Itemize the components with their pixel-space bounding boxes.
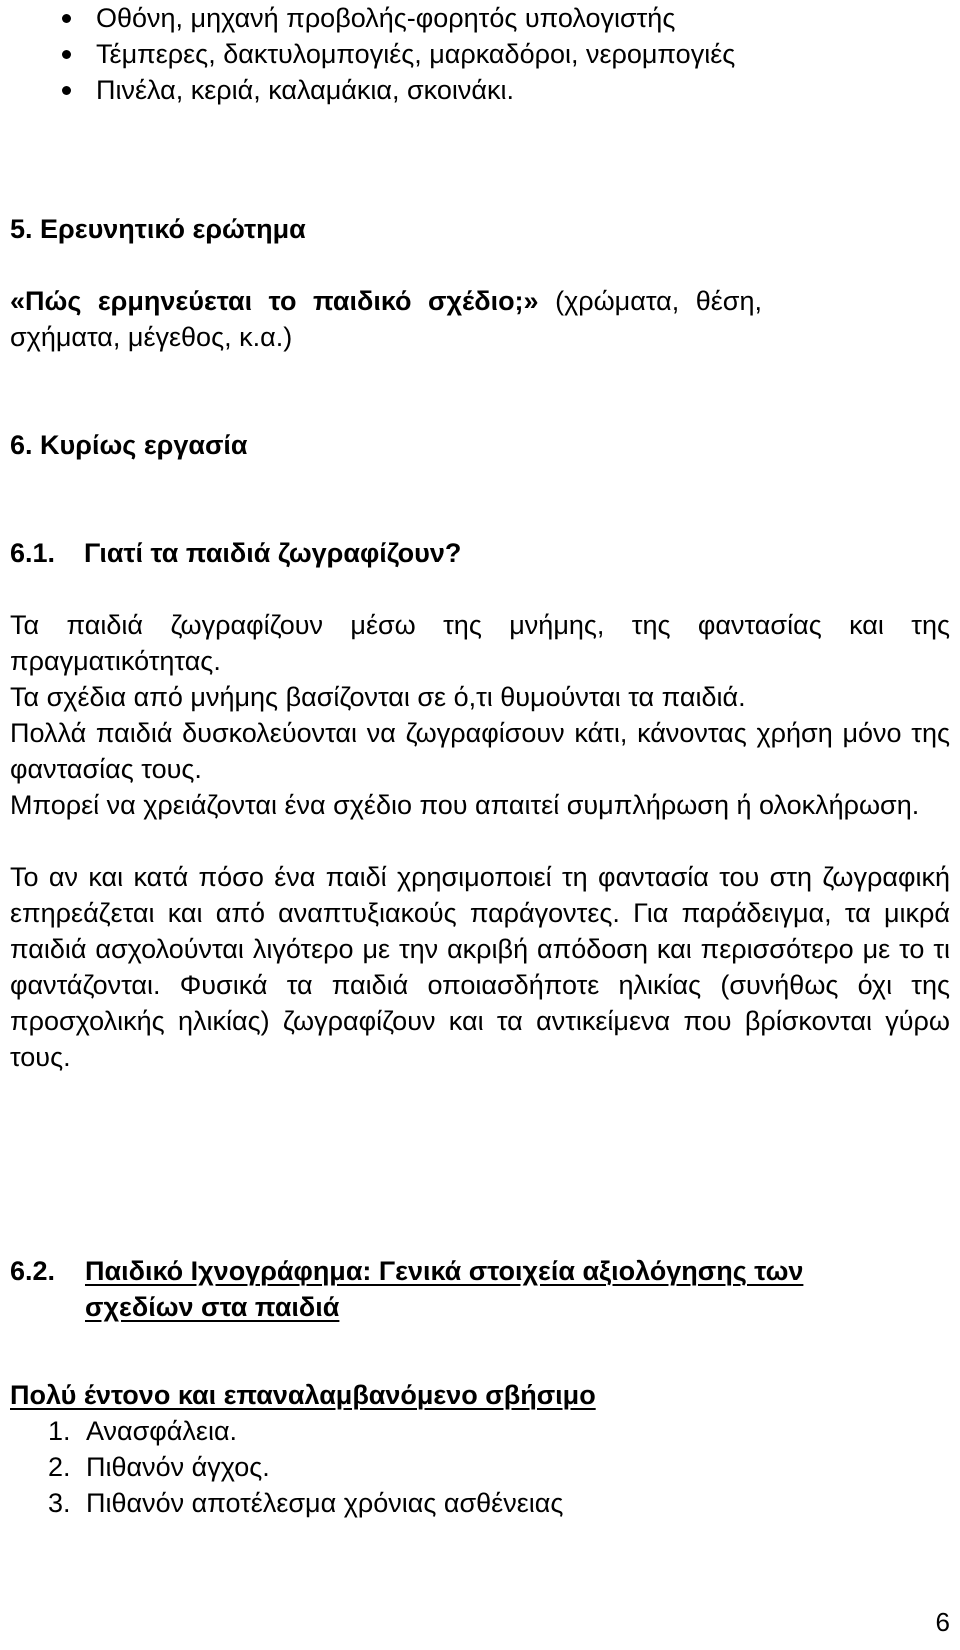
heading-title: Γιατί τα παιδιά ζωγραφίζουν? — [84, 538, 462, 568]
paragraph: Τα παιδιά ζωγραφίζουν μέσω της μνήμης, της φαντασίας και της πραγματικότητας. — [10, 610, 950, 676]
research-question-line2: σχήματα, μέγεθος, κ.α.) — [10, 322, 293, 352]
paragraph: Μπορεί να χρειάζονται ένα σχέδιο που απαιτεί συμπλήρωση ή ολοκλήρωση. — [10, 790, 920, 820]
list-item-text: Πιθανόν αποτέλεσμα χρόνιας ασθένειας — [86, 1488, 564, 1518]
paragraph: Το αν και κατά πόσο ένα παιδί χρησιμοποιεί τη φαντασία του στη ζωγραφική επηρεάζεται και από αναπτυξιακούς παράγοντες. Για παράδειγμα, τα μικρά παιδιά ασχολούνται λιγότερο με την ακριβή απόδοση και περισσότερο με το τι φαντάζονται. Φυσικά τα παιδιά οποιασδήποτε ηλικίας (συνήθως όχι της προσχολικής ηλικίας) ζωγραφίζουν και τα αντικείμενα που βρίσκονται γύρω τους. — [10, 862, 950, 1072]
list-item — [60, 72, 735, 108]
heading-title: σχεδίων στα παιδιά — [85, 1292, 340, 1322]
heading-title: Κυρίως εργασία — [40, 430, 248, 460]
paragraph: Τα σχέδια από μνήμης βασίζονται σε ό,τι θυμούνται τα παιδιά. — [10, 682, 746, 712]
bullet-icon — [62, 86, 71, 95]
heading-number: 5. — [10, 214, 33, 244]
heading-title: Ερευνητικό ερώτημα — [40, 214, 306, 244]
list-item — [60, 36, 735, 72]
bullet-icon — [62, 50, 71, 59]
subheading — [10, 1377, 596, 1413]
list-item-text: Οθόνη, μηχανή προβολής-φορητός υπολογιστής — [96, 3, 676, 33]
paragraph: Πολλά παιδιά δυσκολεύονται να ζωγραφίσουν κάτι, κάνοντας χρήση μόνο της φαντασίας τους. — [10, 718, 950, 784]
numbered-list — [48, 1413, 563, 1521]
list-item-text: Πινέλα, κεριά, καλαμάκια, σκοινάκι. — [96, 75, 514, 105]
list-item-text: Τέμπερες, δακτυλομπογιές, μαρκαδόροι, νερομπογιές — [96, 39, 736, 69]
subheading-text: Πολύ έντονο και επαναλαμβανόμενο σβήσιμο — [10, 1380, 596, 1410]
list-item-number: 2. — [48, 1452, 71, 1482]
heading-section-6 — [10, 427, 248, 463]
list-item-text: Ανασφάλεια. — [86, 1416, 238, 1446]
research-question-bold: «Πώς ερμηνεύεται το παιδικό σχέδιο;» — [10, 286, 539, 316]
heading-number: 6.2. — [10, 1256, 56, 1286]
heading-number: 6. — [10, 430, 33, 460]
heading-title: Παιδικό Ιχνογράφημα: Γενικά στοιχεία αξιολόγησης των — [85, 1256, 804, 1286]
list-item — [60, 0, 735, 36]
heading-section-6-1 — [10, 535, 461, 571]
list-item-number: 3. — [48, 1488, 71, 1518]
page-number: 6 — [935, 1607, 950, 1637]
list-item-number: 1. — [48, 1416, 71, 1446]
heading-section-6-2 — [10, 1253, 803, 1289]
materials-list — [60, 0, 735, 108]
research-question-rest: (χρώματα, θέση, — [538, 286, 762, 316]
list-item — [48, 1413, 563, 1449]
list-item — [48, 1485, 563, 1521]
research-question — [10, 283, 950, 319]
heading-section-5 — [10, 211, 306, 247]
list-item-text: Πιθανόν άγχος. — [86, 1452, 270, 1482]
heading-section-6-2-line2 — [85, 1289, 339, 1325]
bullet-icon — [62, 14, 71, 23]
heading-number: 6.1. — [10, 538, 56, 568]
list-item — [48, 1449, 563, 1485]
